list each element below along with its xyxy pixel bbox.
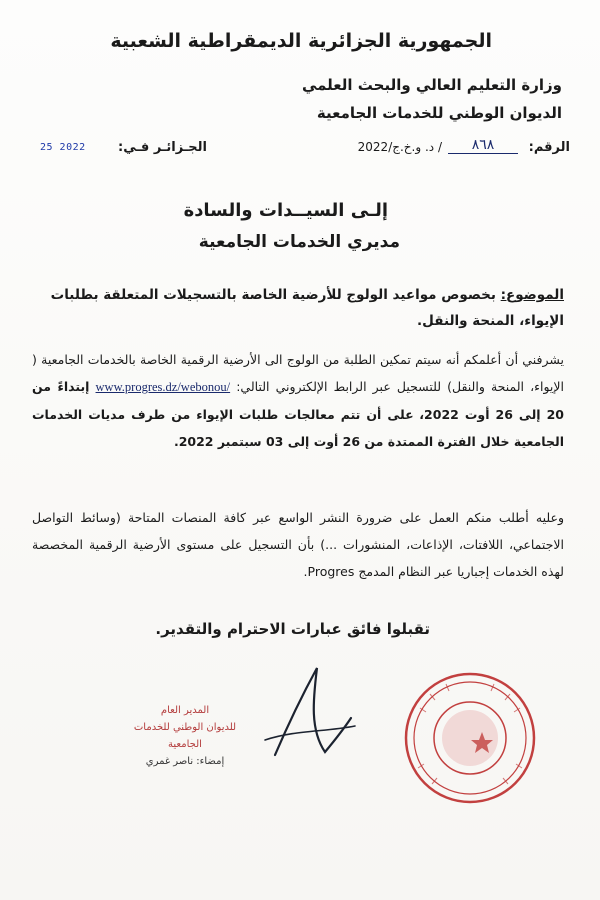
reference-number: ٨٦٨ — [448, 137, 518, 154]
signatory-title: المدير العام — [160, 705, 210, 716]
date-stamp: 25 2022 — [40, 142, 86, 153]
official-seal — [400, 668, 540, 808]
reference-row — [30, 137, 570, 164]
subject — [34, 282, 564, 334]
ministry-name: وزارة التعليم العالي والبحث العلمي — [301, 76, 562, 94]
signatory-name: إمضاء: ناصر غمري — [145, 756, 225, 767]
addressee-line-1: إلـى السيــدات والسادة — [183, 200, 388, 221]
place-date-label: الجـزائـر فـي: — [118, 140, 207, 155]
registration-period: إبتداءً من 20 إلى 26 أوت 2022، — [32, 379, 564, 422]
subject-text: بخصوص مواعيد الولوج للأرضية الخاصة بالتسجيلات المتعلقة بطلبات الإيواء، المنحة والنقل. — [50, 287, 564, 329]
paragraph-1-intro: يشرفني أن أعلمكم أنه سيتم تمكين الطلبة من الولوج الى الأرضية الرقمية الخاصة بالخدمات الجامعية ( الإيواء، المنحة والنقل) للتسجيل عبر الرابط الإلكتروني التالي: — [32, 352, 565, 394]
registration-link[interactable]: www.progres.dz/webonou/ — [95, 380, 231, 394]
paragraph-1 — [32, 346, 564, 455]
signature-block — [120, 702, 250, 770]
republic-heading: الجمهورية الجزائرية الديمقراطية الشعبية — [110, 30, 492, 52]
processing-period: على أن تتم معالجات طلبات الإيواء من طرف مديات الخدمات الجامعية خلال الفترة الممتدة من 26 أوت إلى 03 سبتمبر 2022. — [32, 407, 564, 449]
paragraph-2: وعليه أطلب منكم العمل على ضرورة النشر الواسع عبر كافة المنصات المتاحة (وسائط التواصل الاجتماعي، اللافتات، الإذاعات، المنشورات ...) بأن التسجيل على مستوى الأرضية الرقمية المخصصة لهذه الخدمات إجباريا عبر النظام المدمج Progres. — [32, 510, 564, 579]
signatory-organization: للديوان الوطني للخدمات الجامعية — [133, 722, 237, 750]
subject-label: الموضوع: — [500, 287, 564, 303]
addressee-line-2: مديري الخدمات الجامعية — [198, 232, 400, 252]
reference-code: / د. و.خ.ج/2022 — [357, 140, 442, 154]
office-name: الديوان الوطني للخدمات الجامعية — [316, 104, 562, 122]
closing-line: تقبلوا فائق عبارات الاحترام والتقدير. — [155, 620, 430, 638]
handwritten-signature — [255, 660, 365, 770]
reference-label: الرقم: — [528, 140, 570, 155]
